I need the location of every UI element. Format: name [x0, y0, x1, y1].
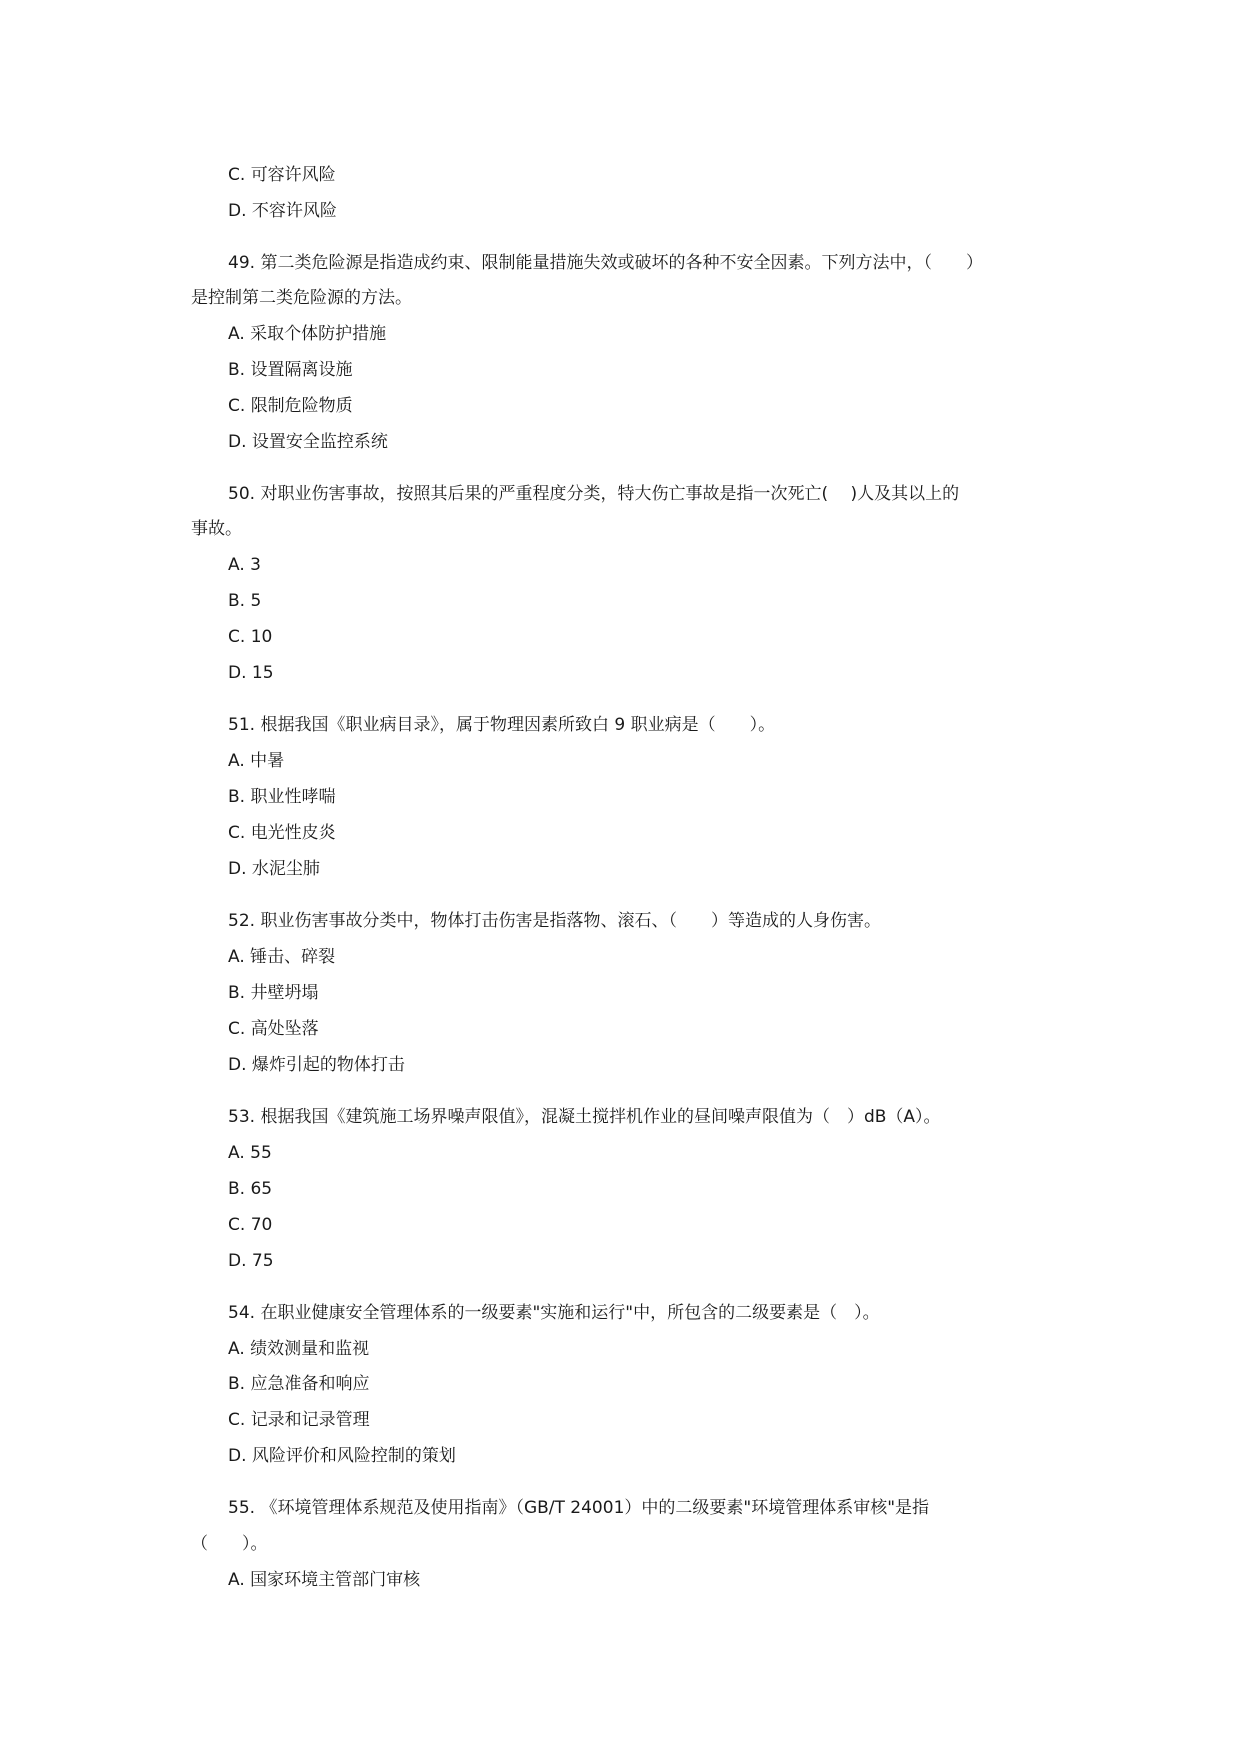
option-line: D. 15 [228, 663, 274, 683]
question-49-line1: 49. 第二类危险源是指造成约束、限制能量措施失效或破坏的各种不安全因素。下列方法中，（ ） [228, 253, 983, 273]
question-55-line1: 55. 《环境管理体系规范及使用指南》（GB/T 24001）中的二级要素"环境管理体系审核"是指 [228, 1498, 930, 1518]
option-line: B. 设置隔离设施 [228, 360, 353, 380]
question-50-line2: 事故。 [191, 519, 242, 539]
option-line: C. 10 [228, 627, 273, 647]
option-line: D. 风险评价和风险控制的策划 [228, 1446, 456, 1466]
option-line: A. 55 [228, 1143, 272, 1163]
option-line: C. 高处坠落 [228, 1019, 319, 1039]
option-line: A. 中暑 [228, 751, 285, 771]
option-line: D. 设置安全监控系统 [228, 432, 388, 452]
option-line: C. 70 [228, 1215, 273, 1235]
option-line: D. 爆炸引起的物体打击 [228, 1055, 405, 1075]
option-line: C. 可容许风险 [228, 165, 336, 185]
option-line: C. 电光性皮炎 [228, 823, 336, 843]
option-line: B. 井壁坍塌 [228, 983, 319, 1003]
option-line: B. 65 [228, 1179, 273, 1199]
option-line: D. 75 [228, 1251, 274, 1271]
option-line: B. 职业性哮喘 [228, 787, 336, 807]
question-52-line1: 52. 职业伤害事故分类中，物体打击伤害是指落物、滚石、（ ）等造成的人身伤害。 [228, 911, 881, 931]
option-line: A. 国家环境主管部门审核 [228, 1570, 421, 1590]
option-line: A. 采取个体防护措施 [228, 324, 387, 344]
question-55-line2: （ ）。 [191, 1534, 268, 1554]
question-53-line1: 53. 根据我国《建筑施工场界噪声限值》，混凝土搅拌机作业的昼间噪声限值为（ ）dB（A）。 [228, 1107, 941, 1127]
option-line: A. 绩效测量和监视 [228, 1339, 370, 1359]
question-50-line1: 50. 对职业伤害事故，按照其后果的严重程度分类，特大伤亡事故是指一次死亡( )人及其以上的 [228, 484, 960, 504]
option-line: C. 限制危险物质 [228, 396, 353, 416]
question-54-line1: 54. 在职业健康安全管理体系的一级要素"实施和运行"中，所包含的二级要素是（ ）。 [228, 1303, 880, 1323]
option-line: B. 5 [228, 591, 262, 611]
option-line: D. 水泥尘肺 [228, 859, 320, 879]
option-line: A. 3 [228, 555, 261, 575]
question-49-line2: 是控制第二类危险源的方法。 [191, 288, 412, 308]
option-line: A. 锤击、碎裂 [228, 947, 336, 967]
question-51-line1: 51. 根据我国《职业病目录》，属于物理因素所致白 9 职业病是（ ）。 [228, 715, 776, 735]
option-line: C. 记录和记录管理 [228, 1410, 370, 1430]
option-line: D. 不容许风险 [228, 201, 337, 221]
option-line: B. 应急准备和响应 [228, 1374, 370, 1394]
